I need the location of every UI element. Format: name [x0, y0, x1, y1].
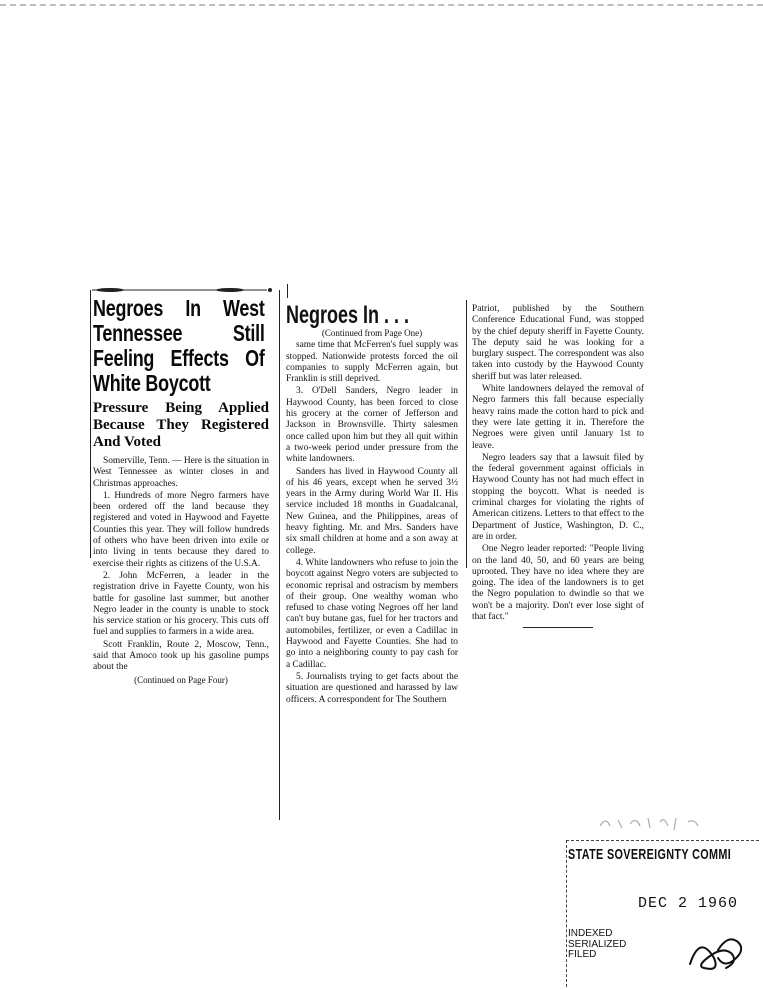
stamp-label-filed: FILED — [568, 949, 597, 960]
paragraph: Sanders has lived in Haywood County all of his 46 years, except when he served 3½ years in the Army during World War II. His service included 18 months in Guadalcanal, New Guinea, and the Philippines, areas of heavy fighting. Mr. and Mrs. Sanders have six small children at home and a son away at college. — [286, 466, 458, 556]
paragraph: 4. White landowners who refuse to join the boycott against Negro voters are subjected to economic reprisal and ostracism by members of their group. One wealthy woman who refused to chase voting Negroes off her land can't buy butane gas, fuel for her tractors and automobiles, fertilizer, or even a Cadillac in Haywood and Fayette Counties. She had to go into a neighboring county to pay cash for a Cadillac. — [286, 557, 458, 670]
filing-stamp — [560, 812, 760, 987]
paragraph: Negro leaders say that a lawsuit filed by the federal government against officials in Haywood County has not had much effect in stopping the boycott. What is needed is criminal charges for violating the rights of American citizens. Letters to that effect to the Department of Justice, Washington, D. C., are in order. — [472, 452, 644, 542]
stamp-labels — [568, 929, 626, 961]
paragraph: 5. Journalists trying to get facts about the situation are questioned and harassed by law officers. A correspondent for The Southern — [286, 671, 458, 705]
paragraph: Scott Franklin, Route 2, Moscow, Tenn., said that Amoco took up his gasoline pumps about the — [93, 639, 269, 673]
column-rule — [90, 290, 91, 558]
paragraph: Somerville, Tenn. — Here is the situation in West Tennessee as winter closes in and Christmas approaches. — [93, 456, 269, 489]
column-rule — [287, 284, 288, 298]
stamp-label-indexed: INDEXED — [568, 928, 613, 939]
paragraph: Patriot, published by the Southern Conference Educational Fund, was stopped by the chief deputy sheriff in Fayette County. The deputy said he was looking for a burglary suspect. The correspondent was also taken into custody by the Haywood County sheriff but was later released. — [472, 304, 644, 382]
paragraph: 3. O'Dell Sanders, Negro leader in Haywood County, has been forced to close his grocery at the corner of Jefferson and Jackson in Brownsville. Thirty salesmen once called upon him but they all quit within a two-week period under pressure from the white landowners. — [286, 386, 458, 465]
article-column-3 — [472, 304, 644, 628]
column-rule — [466, 300, 467, 568]
continued-note: (Continued on Page Four) — [134, 674, 228, 685]
article-column-1 — [93, 296, 269, 687]
article-subhead: Pressure Being Applied Because They Registered And Voted — [93, 400, 269, 450]
article-column-2 — [286, 302, 458, 707]
stamp-title: STATE SOVEREIGNTY COMMI — [568, 846, 732, 863]
stamp-date: DEC 2 1960 — [638, 895, 739, 912]
paragraph: 1. Hundreds of more Negro farmers have been ordered off the land because they registered and voted in Haywood and Fayette Counties this year. They will follow hundreds of others who have been driven into exile or into living in tents because they dared to exercise their rights as citizens of the U.S.A. — [93, 490, 269, 569]
article-headline: Negroes In West Tennessee Still Feeling Effects Of White Boycott — [93, 295, 265, 396]
end-rule — [523, 627, 593, 628]
handwritten-mark — [596, 812, 706, 834]
continued-from-note: (Continued from Page One) — [321, 328, 423, 338]
continuation-headline: Negroes In . . . — [286, 301, 410, 329]
stamp-label-serialized: SERIALIZED — [568, 938, 627, 950]
paragraph: White landowners delayed the removal of Negro farmers this fall because especially heavy rains made the cotton hard to pick and they were late getting it in. Therefore the Negroes were given until January 1st to leave. — [472, 384, 644, 451]
column-rule — [279, 290, 280, 820]
column-ornament-rule — [92, 286, 272, 294]
paragraph: same time that McFerren's fuel supply was stopped. Nationwide protests forced the oil companies to supply McFerren again, but Franklin is still deprived. — [286, 340, 458, 385]
handwritten-signature — [682, 930, 752, 980]
scan-top-edge — [0, 4, 763, 6]
paragraph: One Negro leader reported: "People living on the land 40, 50, and 60 years are being uprooted. They have no idea where they are going. The idea of the landowners is to get the Negro population to dwindle so that we won't be a majority. Don't ever lose sight of that fact." — [472, 544, 644, 623]
paragraph: 2. John McFerren, a leader in the registration drive in Fayette County, won his battle for gasoline last summer, but another Negro leader in the county is unable to stock his service station or his grocery. This cuts off fuel and supplies to farmers in a wide area. — [93, 570, 269, 638]
